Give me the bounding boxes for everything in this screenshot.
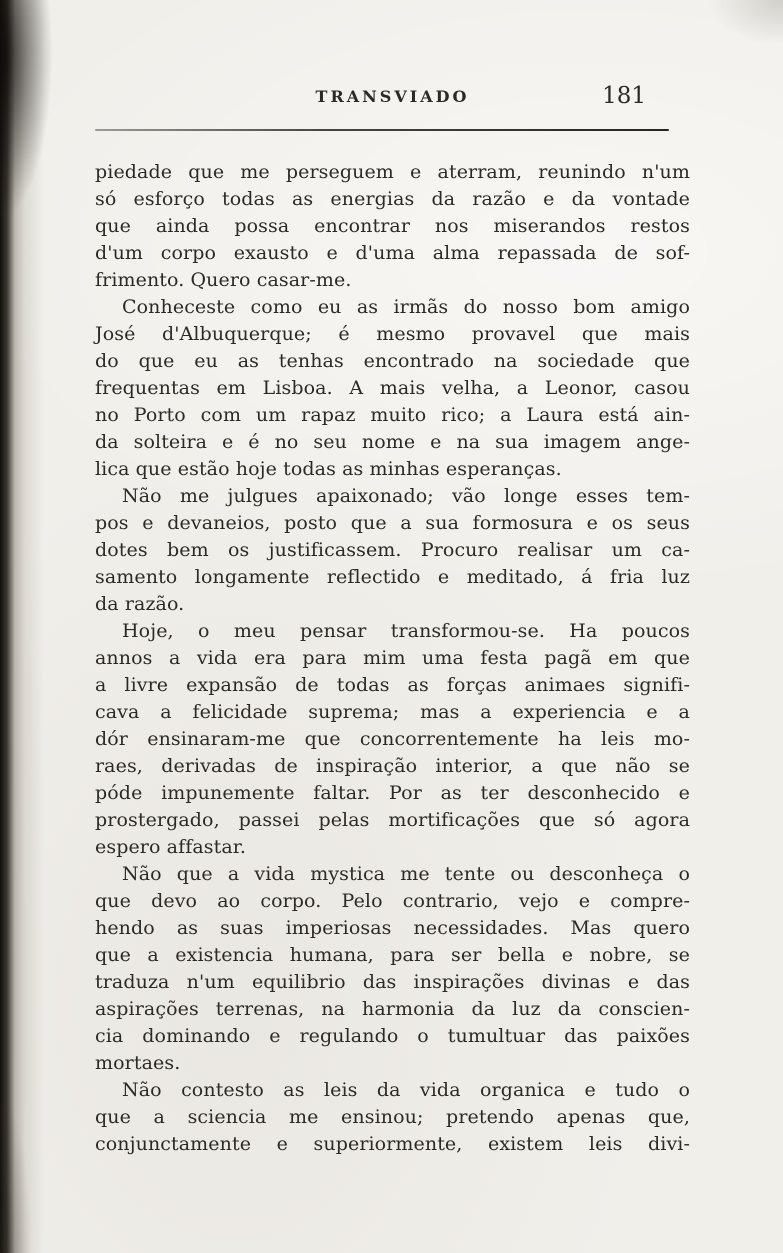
text-line: raes, derivadas de inspiração interior, a que não se: [95, 755, 690, 777]
header-rule: [95, 129, 669, 131]
left-binding-shadow: [0, 0, 44, 1253]
text-line: mortaes.: [95, 1052, 181, 1074]
paragraph: [95, 483, 690, 618]
text-line: no Porto com um rapaz muito rico; a Laura está ain-: [95, 404, 690, 426]
text-line: que a sciencia me ensinou; pretendo apenas que,: [95, 1106, 690, 1128]
paragraph: [95, 294, 690, 483]
text-line: a livre expansão de todas as forças animaes signifi-: [95, 674, 690, 696]
text-line: que ainda possa encontrar nos miserandos restos: [95, 215, 690, 237]
text-line: da razão.: [95, 593, 185, 615]
text-line: da solteira e é no seu nome e na sua imagem ange-: [95, 431, 690, 453]
text-line: Conheceste como eu as irmãs do nosso bom amigo: [122, 296, 690, 318]
text-line: que devo ao corpo. Pelo contrario, vejo e compre-: [95, 890, 690, 912]
text-line: d'um corpo exausto e d'uma alma repassada de sof-: [95, 242, 690, 264]
text-line: samento longamente reflectido e meditado, á fria luz: [95, 566, 690, 588]
text-line: cava a felicidade suprema; mas a experiencia e a: [95, 701, 690, 723]
top-left-corner-shadow: [0, 0, 90, 300]
text-line: póde impunemente faltar. Por as ter desconhecido e: [95, 782, 690, 804]
text-line: piedade que me perseguem e aterram, reunindo n'um: [95, 161, 690, 183]
text-line: dór ensinaram-me que concorrentemente ha leis mo-: [95, 728, 690, 750]
text-line: só esforço todas as energias da razão e da vontade: [95, 188, 690, 210]
text-block: [95, 159, 690, 1158]
paragraph: [95, 861, 690, 1077]
text-line: Não que a vida mystica me tente ou desconheça o: [122, 863, 690, 885]
text-line: hendo as suas imperiosas necessidades. Mas quero: [95, 917, 690, 939]
page-header: [95, 80, 690, 108]
text-line: prostergado, passei pelas mortificações que só agora: [95, 809, 690, 831]
paragraph: [95, 159, 690, 294]
text-line: José d'Albuquerque; é mesmo provavel que mais: [95, 323, 690, 345]
paragraph: [95, 1077, 690, 1158]
text-line: espero affastar.: [95, 836, 247, 858]
text-line: traduza n'um equilibrio das inspirações divinas e das: [95, 971, 690, 993]
text-line: Hoje, o meu pensar transformou-se. Ha poucos: [122, 620, 690, 642]
top-right-corner-shadow: [663, 0, 783, 90]
text-line: dotes bem os justificassem. Procuro realisar um ca-: [95, 539, 690, 561]
text-line: Não me julgues apaixonado; vão longe esses tem-: [122, 485, 690, 507]
text-line: cia dominando e regulando o tumultuar das paixões: [95, 1025, 690, 1047]
text-line: Não contesto as leis da vida organica e tudo o: [122, 1079, 690, 1101]
running-title: TRANSVIADO: [315, 87, 470, 106]
page-number: 181: [602, 83, 646, 109]
text-line: frimento. Quero casar-me.: [95, 269, 352, 291]
text-line: que a existencia humana, para ser bella e nobre, se: [95, 944, 690, 966]
text-line: aspirações terrenas, na harmonia da luz da conscien-: [95, 998, 690, 1020]
text-line: conjunctamente e superiormente, existem leis divi-: [95, 1133, 690, 1155]
paragraph: [95, 618, 690, 861]
text-line: frequentas em Lisboa. A mais velha, a Leonor, casou: [95, 377, 690, 399]
text-line: pos e devaneios, posto que a sua formosura e os seus: [95, 512, 690, 534]
text-line: do que eu as tenhas encontrado na sociedade que: [95, 350, 690, 372]
text-line: lica que estão hoje todas as minhas esperanças.: [95, 458, 562, 480]
bottom-left-corner-shadow: [0, 1013, 60, 1253]
text-line: annos a vida era para mim uma festa pagã em que: [95, 647, 690, 669]
